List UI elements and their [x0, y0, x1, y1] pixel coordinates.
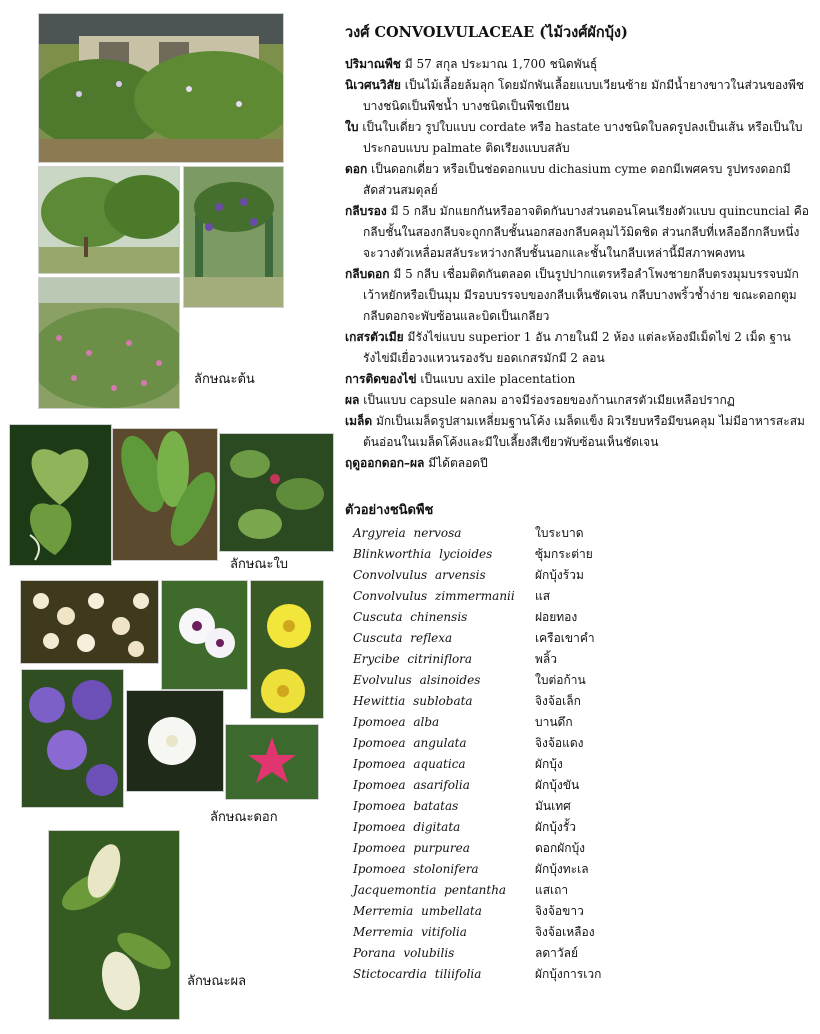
leaf-photo-palmate	[112, 428, 218, 561]
list-item	[353, 796, 810, 817]
desc-text: มี 5 กลีบ เชื่อมติดกันตลอด เป็นรูปปากแตรหรือลำโพงชายกลีบตรงมุมบรรจบมักเว้าหยักหรือเป็นมุม มีรอบบรรจบของกลีบเห็นชัดเจน กลีบบางพริ้วช้ำง่าย ขณะดอกตูมกลีบดอกจะพับซ้อนและบิดเป็นเกลียว	[363, 267, 799, 323]
list-item	[353, 733, 810, 754]
flower-photo-white-trumpet	[126, 690, 224, 792]
list-item	[353, 544, 810, 565]
thai-name: ใบระบาด	[535, 526, 584, 540]
desc-text: มี 57 สกุล ประมาณ 1,700 ชนิดพันธุ์	[404, 57, 598, 71]
habit-photo-house	[38, 13, 284, 163]
list-item	[353, 943, 810, 964]
desc-text: เป็นใบเดี่ยว รูปใบแบบ cordate หรือ hastate บางชนิดใบลดรูปลงเป็นเส้น หรือเป็นใบประกอบแบบ palmate ติดเรียงแบบสลับ	[362, 120, 803, 155]
scientific-name: Porana volubilis	[353, 946, 455, 960]
desc-petal	[345, 264, 810, 327]
list-item	[353, 817, 810, 838]
section-spacer	[345, 474, 810, 500]
desc-term: นิเวศนวิสัย	[345, 78, 401, 92]
desc-term: ใบ	[345, 120, 359, 134]
thai-name: บานดึก	[535, 715, 573, 729]
scientific-name: Ipomoea purpurea	[353, 841, 470, 855]
list-item	[353, 754, 810, 775]
thai-name: ผักบุ้ง	[535, 757, 563, 771]
scientific-name: Ipomoea alba	[353, 715, 440, 729]
fruit-photo	[48, 830, 180, 1020]
scientific-name: Convolvulus zimmermanii	[353, 589, 515, 603]
thai-name: จิงจ้อเล็ก	[535, 694, 581, 708]
desc-term: ดอก	[345, 162, 368, 176]
list-item	[353, 712, 810, 733]
list-item	[353, 901, 810, 922]
thai-name: แสเถา	[535, 883, 569, 897]
thai-name: จิงจ้อแดง	[535, 736, 584, 750]
thai-name: ดอกผักบุ้ง	[535, 841, 586, 855]
scientific-name: Merremia umbellata	[353, 904, 482, 918]
scientific-name: Merremia vitifolia	[353, 925, 467, 939]
list-item	[353, 859, 810, 880]
list-item	[353, 628, 810, 649]
desc-text: เป็นไม้เลื้อยล้มลุก โดยมักพันเลื้อยแบบเวียนซ้าย มักมีน้ำยางขาวในส่วนของพืช บางชนิดเป็นพืชน้ำ บางชนิดเป็นพืชเบียน	[363, 78, 805, 113]
list-item	[353, 964, 810, 985]
desc-season	[345, 453, 810, 474]
thai-name: มันเทศ	[535, 799, 571, 813]
scientific-name: Evolvulus alsinoides	[353, 673, 481, 687]
desc-flower	[345, 159, 810, 201]
list-item	[353, 607, 810, 628]
flower-photo-yellow	[250, 580, 324, 719]
thai-name: ผักบุ้งการเวก	[535, 967, 602, 981]
thai-name: จิงจ้อเหลือง	[535, 925, 595, 939]
thai-name: จิงจ้อขาว	[535, 904, 584, 918]
scientific-name: Jacquemontia pentantha	[353, 883, 507, 897]
scientific-name: Hewittia sublobata	[353, 694, 473, 708]
desc-term: เมล็ด	[345, 414, 373, 428]
desc-seed	[345, 411, 810, 453]
scientific-name: Blinkworthia lycioides	[353, 547, 493, 561]
leaf-photo-heart	[9, 424, 112, 566]
flower-photo-white-purple	[161, 580, 248, 690]
scientific-name: Cuscuta reflexa	[353, 631, 453, 645]
flower-caption: ลักษณะดอก	[210, 810, 278, 825]
list-item	[353, 775, 810, 796]
desc-sepal	[345, 201, 810, 264]
list-item	[353, 649, 810, 670]
thai-name: ใบต่อก้าน	[535, 673, 586, 687]
thai-name: ลดาวัลย์	[535, 946, 579, 960]
desc-text: มีรังไข่แบบ superior 1 อัน ภายในมี 2 ห้อง แต่ละห้องมีเม็ดไข่ 2 เม็ด ฐานรังไข่มีเยื่อวงแหวนรองรับ ยอดเกสรมักมี 2 ลอน	[363, 330, 791, 365]
list-item	[353, 565, 810, 586]
examples-list	[353, 523, 810, 985]
desc-fruit	[345, 390, 810, 411]
list-item	[353, 838, 810, 859]
desc-quantity	[345, 54, 810, 75]
thai-name: ผักบุ้งรั้ว	[535, 820, 576, 834]
thai-name: ซุ้มกระต่าย	[535, 547, 593, 561]
habit-photo-arch	[183, 166, 284, 308]
flower-photo-red	[225, 724, 319, 800]
scientific-name: Ipomoea stolonifera	[353, 862, 479, 876]
family-title: วงศ์ CONVOLVULACEAE (ไม้วงศ์ผักบุ้ง)	[345, 24, 628, 41]
desc-pistil	[345, 327, 810, 369]
thai-name: แส	[535, 589, 551, 603]
list-item	[353, 670, 810, 691]
scientific-name: Ipomoea angulata	[353, 736, 467, 750]
desc-text: มักเป็นเมล็ดรูปสามเหลี่ยมฐานโค้ง เมล็ดแข็ง ผิวเรียบหรือมีขนคลุม ไม่มีอาหารสะสม ต้นอ่อนในเมล็ดโค้งและมีใบเลี้ยงสีเขียวพับซ้อนเห็นชัดเจน	[363, 414, 805, 449]
desc-term: เกสรตัวเมีย	[345, 330, 404, 344]
habit-photo-shrub	[38, 166, 180, 274]
scientific-name: Stictocardia tiliifolia	[353, 967, 482, 981]
examples-heading: ตัวอย่างชนิดพืช	[345, 503, 434, 518]
text-column	[345, 22, 810, 985]
list-item	[353, 880, 810, 901]
list-item	[353, 691, 810, 712]
desc-text: เป็นแบบ axile placentation	[420, 372, 576, 386]
leaf-photo-vine	[219, 433, 334, 552]
habit-photo-groundcover	[38, 277, 180, 409]
scientific-name: Erycibe citriniflora	[353, 652, 473, 666]
thai-name: ผักบุ้งทะเล	[535, 862, 589, 876]
desc-leaf	[345, 117, 810, 159]
desc-term: ฤดูออกดอก–ผล	[345, 456, 425, 470]
desc-term: ผล	[345, 393, 360, 407]
desc-term: การติดของไข่	[345, 372, 417, 386]
desc-text: มี 5 กลีบ มักแยกกันหรืออาจติดกันบางส่วนตอนโคนเรียงตัวแบบ quincuncial คือกลีบชั้นในสองกลีบจะถูกกลีบชั้นนอกสองกลีบคลุมไว้มิดชิด ส่วนกลีบที่เหลืออีกกลีบหนึ่งจะวางตัวเหลื่อมสลับระหว่างกลีบชั้นนอกและชั้นในกลีบเหล่านี้มีสภาพคงทน	[363, 204, 809, 260]
scientific-name: Argyreia nervosa	[353, 526, 462, 540]
thai-name: เครือเขาคำ	[535, 631, 595, 645]
fruit-caption: ลักษณะผล	[187, 974, 247, 989]
scientific-name: Ipomoea digitata	[353, 820, 461, 834]
scientific-name: Ipomoea batatas	[353, 799, 459, 813]
flower-photo-purple	[21, 669, 124, 808]
desc-text: มีได้ตลอดปี	[428, 456, 488, 470]
habit-caption: ลักษณะต้น	[194, 372, 255, 387]
desc-text: เป็นดอกเดี่ยว หรือเป็นช่อดอกแบบ dichasium cyme ดอกมีเพศครบ รูปทรงดอกมีสัดส่วนสมดุลย์	[363, 162, 791, 197]
flower-photo-white-cluster	[20, 580, 159, 664]
desc-term: กลีบดอก	[345, 267, 390, 281]
desc-term: ปริมาณพืช	[345, 57, 401, 71]
thai-name: ผักบุ้งขัน	[535, 778, 580, 792]
thai-name: ผักบุ้งร้วม	[535, 568, 584, 582]
list-item	[353, 586, 810, 607]
desc-text: เป็นแบบ capsule ผลกลม อาจมีร่องรอยของก้านเกสรตัวเมียเหลือปรากฏ	[363, 393, 735, 407]
scientific-name: Ipomoea aquatica	[353, 757, 466, 771]
desc-habit	[345, 75, 810, 117]
list-item	[353, 922, 810, 943]
thai-name: พลิ้ว	[535, 652, 558, 666]
leaf-caption: ลักษณะใบ	[230, 557, 289, 572]
scientific-name: Cuscuta chinensis	[353, 610, 468, 624]
scientific-name: Ipomoea asarifolia	[353, 778, 470, 792]
thai-name: ฝอยทอง	[535, 610, 578, 624]
desc-placentation	[345, 369, 810, 390]
desc-term: กลีบรอง	[345, 204, 387, 218]
scientific-name: Convolvulus arvensis	[353, 568, 486, 582]
list-item	[353, 523, 810, 544]
